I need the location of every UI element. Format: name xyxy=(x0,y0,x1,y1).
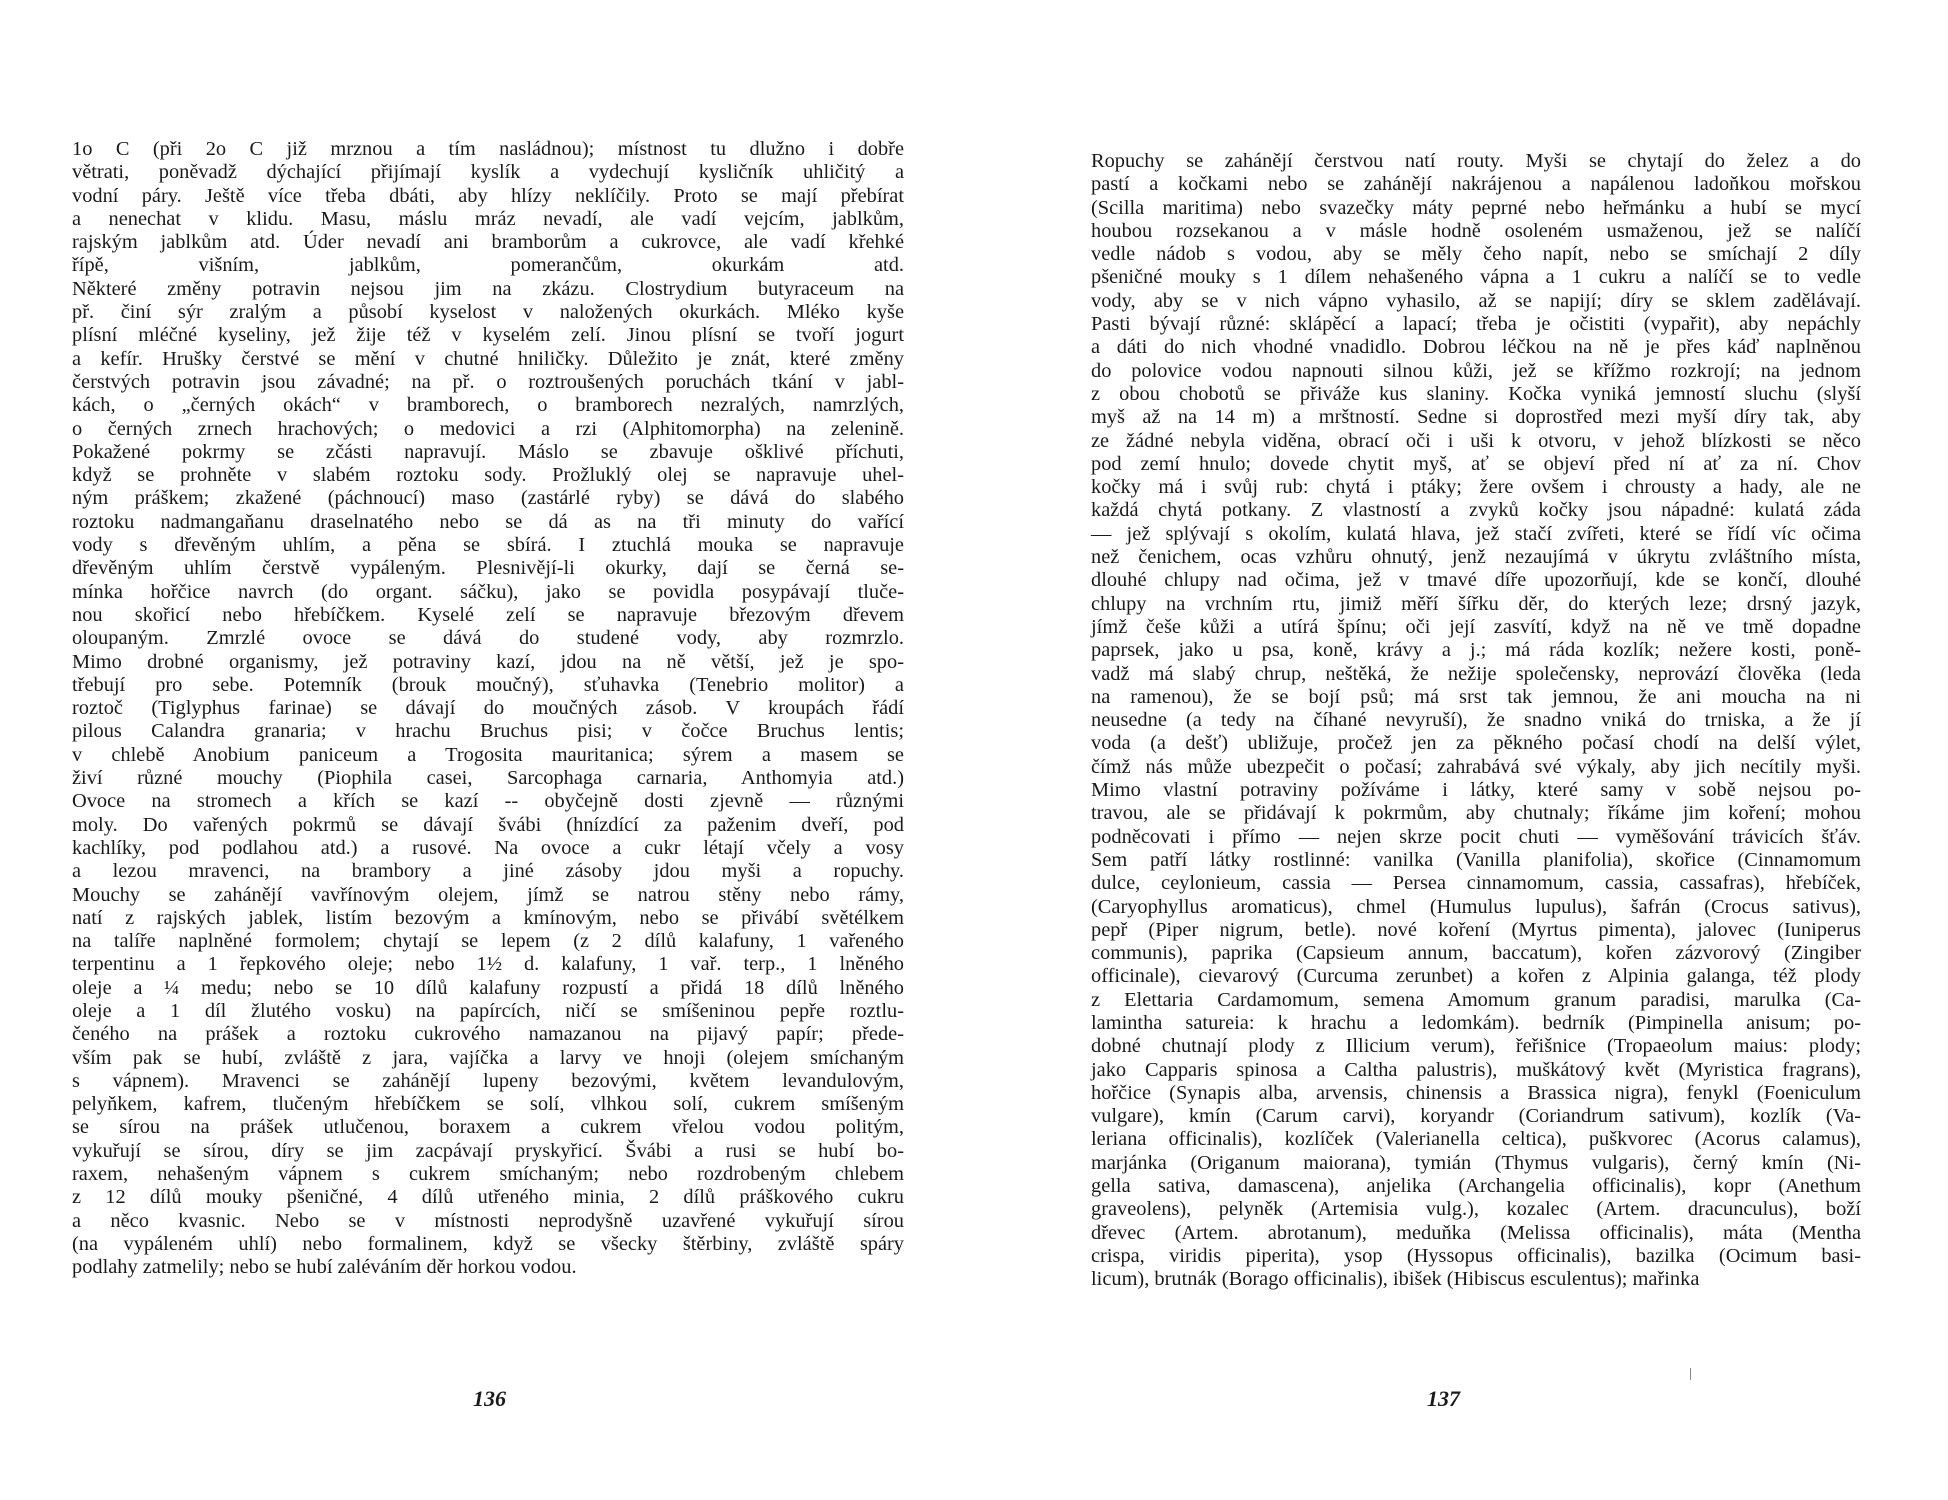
text-line: ze žádné nebyla viděna, obrací oči i uši k otvoru, v jehož blízkosti se něco xyxy=(1091,429,1861,452)
left-page-text xyxy=(72,138,904,1280)
text-line: — jež splývají s okolím, kulatá hlava, jež stačí zvířeti, které se řídí víc očima xyxy=(1091,522,1861,545)
text-line: třebují pro sebe. Potemník (brouk moučný), sťuhavka (Tenebrio molitor) a xyxy=(72,673,904,696)
text-line: vody s dřevěným uhlím, a pěna se sbírá. I ztuchlá mouka se napravuje xyxy=(72,534,904,557)
text-line: leriana officinalis), kozlíček (Valerianella celtica), puškvorec (Acorus calamus), xyxy=(1091,1128,1861,1151)
text-line: Mimo vlastní potraviny požíváme i látky, které samy v sobě nejsou po- xyxy=(1091,779,1861,802)
text-line: podněcovati i přímo — nejen skrze pocit chuti — vyměšování trávicích šťáv. xyxy=(1091,825,1861,848)
text-line: pelyňkem, kafrem, tlučeným hřebíčkem se solí, vlhkou solí, cukrem smíšeným xyxy=(72,1093,904,1116)
text-line: natí z rajských jablek, listím bezovým a kmínovým, nebo se přivábí světélkem xyxy=(72,906,904,929)
text-line: z obou chobotů se přiváže kus slaniny. Kočka vyniká jemností sluchu (slyší xyxy=(1091,382,1861,405)
text-line: pšeničné mouky s 1 dílem nehašeného vápna a 1 cukru a nalíčí se to vedle xyxy=(1091,266,1861,289)
text-line: nou skořicí nebo hřebíčkem. Kyselé zelí se napravuje březovým dřevem xyxy=(72,603,904,626)
text-line: Ovoce na stromech a křích se kazí -- obyčejně dosti zjevně — různými xyxy=(72,790,904,813)
text-line: dřevec (Artem. abrotanum), meduňka (Melissa officinalis), máta (Mentha xyxy=(1091,1221,1861,1244)
text-line: živí různé mouchy (Piophila casei, Sarcophaga carnaria, Anthomyia atd.) xyxy=(72,767,904,790)
text-line: voda (a dešť) ubližuje, pročež jen za pěkného počasí chodí na delší výlet, xyxy=(1091,732,1861,755)
text-line: roztoku nadmangaňanu draselnatého nebo se dá as na tři minuty do vařící xyxy=(72,510,904,533)
text-line: dlouhé chlupy nad očima, jež v tmavé díře upozorňují, kde se končí, dlouhé xyxy=(1091,569,1861,592)
text-line: čímž nás může ubezpečit o počasí; zahrabává své výkaly, aby jich necítily myši. xyxy=(1091,755,1861,778)
text-line: s vápnem). Mravenci se zahánějí lupeny bezovými, květem levandulovým, xyxy=(72,1069,904,1092)
text-line: officinale), cievarový (Curcuma zerunbet) a kořen z Alpinia galanga, též plody xyxy=(1091,965,1861,988)
text-line: čerstvých potravin jsou závadné; na př. o roztroušených poruchách tkání v jabl- xyxy=(72,370,904,393)
text-line: (Scilla maritima) nebo svazečky máty peprné nebo heřmánku a hubí se mycí xyxy=(1091,196,1861,219)
text-line: lamintha satureia: k hrachu a ledomkám). bedrník (Pimpinella anisum; po- xyxy=(1091,1011,1861,1034)
text-line: licum), brutnák (Borago officinalis), ibišek (Hibiscus esculentus); mařinka xyxy=(1091,1268,1700,1291)
text-line: oleje a 1 díl žlutého vosku) na papírcích, ničí se smíšeninou pepře roztlu- xyxy=(72,999,904,1022)
text-line: terpentinu a 1 řepkového oleje; nebo 1½ d. kalafuny, 1 vař. terp., 1 lněného xyxy=(72,953,904,976)
text-line: na talíře naplněné formolem; chytají se lepem (z 2 dílů kalafuny, 1 vařeného xyxy=(72,930,904,953)
text-line: communis), paprika (Capsieum annum, baccatum), kořen zázvorový (Zingiber xyxy=(1091,942,1861,965)
page-number-left: 136 xyxy=(473,1386,506,1411)
text-line: každá chytá potkany. Z vlastností a zvyků kočky jsou nápadné: kulatá záda xyxy=(1091,499,1861,522)
text-line: jímž češe kůži a utírá špínu; oči její zasvítí, když na ně ve tmě dopadne xyxy=(1091,615,1861,638)
text-line: gella sativa, damascena), anjelika (Archangelia officinalis), kopr (Anethum xyxy=(1091,1175,1861,1198)
text-line: (na vypáleném uhlí) nebo formalinem, když se všecky štěrbiny, zvláště spáry xyxy=(72,1232,904,1255)
text-line: Mouchy se zahánějí vavřínovým olejem, jímž se natrou stěny nebo rámy, xyxy=(72,883,904,906)
text-line: pepř (Piper nigrum, betle). nové koření (Myrtus pimenta), jalovec (Iuniperus xyxy=(1091,918,1861,941)
text-line: Některé změny potravin nejsou jim na zkázu. Clostrydium butyraceum na xyxy=(72,277,904,300)
right-page-text xyxy=(1091,150,1861,1292)
text-line: pilous Calandra granaria; v hrachu Bruchus pisi; v čočce Bruchus lentis; xyxy=(72,720,904,743)
text-line: čeného na prášek a roztoku cukrového namazanou na pijavý papír; přede- xyxy=(72,1023,904,1046)
text-line: graveolens), pelyněk (Artemisia vulg.), kozalec (Artem. dracunculus), boží xyxy=(1091,1198,1861,1221)
text-line: z Elettaria Cardamomum, semena Amomum granum paradisi, marulka (Ca- xyxy=(1091,988,1861,1011)
text-line: roztoč (Tiglyphus farinae) se dávají do moučných zásob. V kroupách řádí xyxy=(72,697,904,720)
text-line: 1o C (při 2o C již mrznou a tím nasládnou); místnost tu dlužno i dobře xyxy=(72,138,904,160)
text-line: než čenichem, ocas vzhůru ohnutý, jenž nezaujímá v úkrytu zvláštního místa, xyxy=(1091,546,1861,569)
text-line: př. činí sýr zralým a působí kyselost v naložených okurkách. Mléko kyše xyxy=(72,301,904,324)
text-line: travou, ale se přidávají k pokrmům, aby chutnaly; říkáme jim koření; mohou xyxy=(1091,802,1861,825)
text-line: vodní páry. Ještě více třeba dbáti, aby hlízy neklíčily. Proto se mají přebírat xyxy=(72,184,904,207)
text-line: řípě, višním, jablkům, pomerančům, okurkám atd. xyxy=(72,254,904,277)
text-line: a lezou mravenci, na brambory a jiné zásoby jdou myši a ropuchy. xyxy=(72,860,904,883)
page-number-right: 137 xyxy=(1427,1386,1460,1411)
text-line: vším pak se hubí, zvláště z jara, vajíčka a larvy ve hnoji (olejem smíchaným xyxy=(72,1046,904,1069)
text-line: Pokažené pokrmy se zčásti napravují. Máslo se zbavuje ošklivé příchuti, xyxy=(72,440,904,463)
text-line: dobné chutnají plody z Illicium verum), řeřišnice (Tropaeolum maius: plody; xyxy=(1091,1035,1861,1058)
text-line: vedle nádob s vodou, aby se měly čeho napít, nebo se smíchají 2 díly xyxy=(1091,243,1861,266)
text-line: kách, o „černých okách“ v bramborech, o bramborech nezralých, namrzlých, xyxy=(72,394,904,417)
text-line: hořčice (Synapis alba, arvensis, chinensis a Brassica nigra), fenykl (Foeniculum xyxy=(1091,1081,1861,1104)
text-line: dřevěným uhlím čerstvě vypáleným. Plesnivějí-li okurky, dají se černá se- xyxy=(72,557,904,580)
text-line: Sem patří látky rostlinné: vanilka (Vanilla planifolia), skořice (Cinnamomum xyxy=(1091,848,1861,871)
text-line: dulce, ceylonieum, cassia — Persea cinnamomum, cassia, cassafras), hřebíček, xyxy=(1091,872,1861,895)
text-line: vadž má slabý chrup, neštěká, že nežije společensky, neprovází člověka (leda xyxy=(1091,662,1861,685)
text-line: oloupaným. Zmrzlé ovoce se dává do studené vody, aby rozmrzlo. xyxy=(72,627,904,650)
text-line: a kefír. Hrušky čerstvé se mění v chutné hniličky. Důležito je znát, které změny xyxy=(72,347,904,370)
text-line: (Caryophyllus aromaticus), chmel (Humulus lupulus), šafrán (Crocus sativus), xyxy=(1091,895,1861,918)
text-line: moly. Do vařených pokrmů se dávají švábi (hnízdící za paženim dveří, pod xyxy=(72,813,904,836)
text-line: paprsek, jako u psa, koně, krávy a j.; má ráda kozlík; nežere kosti, poně- xyxy=(1091,639,1861,662)
text-line: vykuřují se sírou, díry se jim zacpávají pryskyřicí. Švábi a rusi se hubí bo- xyxy=(72,1139,904,1162)
text-line: plísní mléčné kyseliny, jež žije též v kyselém zelí. Jinou plísní se tvoří jogurt xyxy=(72,324,904,347)
text-line: vulgare), kmín (Carum carvi), koryandr (Coriandrum sativum), kozlík (Va- xyxy=(1091,1105,1861,1128)
text-line: pastí a kočkami nebo se zahánějí nakrájenou a napálenou ladoňkou mořskou xyxy=(1091,173,1861,196)
text-line: marjánka (Origanum maiorana), tymián (Thymus vulgaris), černý kmín (Ni- xyxy=(1091,1151,1861,1174)
text-line: na ramenou), že se bojí psů; má srst tak jemnou, že ani moucha na ni xyxy=(1091,685,1861,708)
text-line: Ropuchy se zahánějí čerstvou natí routy. Myši se chytají do želez a do xyxy=(1091,150,1861,172)
text-line: raxem, nehašeným vápnem s cukrem smíchaným; nebo rozdrobeným chlebem xyxy=(72,1163,904,1186)
text-line: podlahy zatmelily; nebo se hubí zaléváním děr horkou vodou. xyxy=(72,1256,577,1279)
text-line: ným práškem; zkažené (páchnoucí) maso (zastárlé ryby) se dává do slabého xyxy=(72,487,904,510)
text-line: chlupy na vrchním rtu, jimiž měří šířku děr, do kterých leze; drsný jazyk, xyxy=(1091,592,1861,615)
text-line: a dáti do nich vhodné vnadidlo. Dobrou léčkou na ně je přes káď naplněnou xyxy=(1091,336,1861,359)
text-line: v chlebě Anobium paniceum a Trogosita mauritanica; sýrem a masem se xyxy=(72,743,904,766)
text-line: kočky má i svůj rub: chytá i ptáky; žere ovšem i chrousty a hady, ale ne xyxy=(1091,476,1861,499)
text-line: a nenechat v klidu. Masu, máslu mráz nevadí, ale vadí vejcím, jablkům, xyxy=(72,207,904,230)
text-line: myš až na 14 m) a mrštností. Sedne si doprostřed mezi myší díry tak, aby xyxy=(1091,406,1861,429)
text-line: se sírou na prášek utlučenou, boraxem a cukrem vřelou vodou politým, xyxy=(72,1116,904,1139)
text-line: oleje a ¼ medu; nebo se 10 dílů kalafuny rozpustí a přidá 18 dílů lněného xyxy=(72,976,904,999)
text-line: větrati, poněvadž dýchající přijímají kyslík a vydechují kysličník uhličitý a xyxy=(72,161,904,184)
text-line: neusedne (a tedy na číhané nevyruší), že snadno vniká do trniska, a že jí xyxy=(1091,709,1861,732)
text-line: crispa, viridis piperita), ysop (Hyssopus officinalis), bazilka (Ocimum basi- xyxy=(1091,1244,1861,1267)
text-line: houbou rozsekanou a v másle hodně osoleném usmaženou, jež se nalíčí xyxy=(1091,219,1861,242)
text-line: mínka hořčice navrch (do organt. sáčku), jako se povidla posypávají tluče- xyxy=(72,580,904,603)
text-line: o černých zrnech hrachových; o medovici a rzi (Alphitomorpha) na zelenině. xyxy=(72,417,904,440)
margin-mark xyxy=(1690,1368,1691,1380)
text-line: a něco kvasnic. Nebo se v místnosti neprodyšně uzavřené vykuřují sírou xyxy=(72,1209,904,1232)
text-line: Mimo drobné organismy, jež potraviny kazí, jdou na ně větší, jež je spo- xyxy=(72,650,904,673)
text-line: vody, aby se v nich vápno vyhasilo, až se napijí; díry se sklem zadělávají. xyxy=(1091,289,1861,312)
text-line: kachlíky, pod podlahou atd.) a rusové. Na ovoce a cukr létají včely a vosy xyxy=(72,836,904,859)
text-line: rajským jablkům atd. Úder nevadí ani bramborům a cukrovce, ale vadí křehké xyxy=(72,231,904,254)
text-line: do polovice vodou napnouti silnou kůži, jež se křížmo rozkrojí; na jednom xyxy=(1091,359,1861,382)
text-line: když se prohněte v slabém roztoku sody. Prožluklý olej se napravuje uhel- xyxy=(72,464,904,487)
text-line: pod zemí hnulo; dovede chytit myš, ať se objeví před ní ať za ní. Chov xyxy=(1091,452,1861,475)
right-page xyxy=(974,0,1948,1500)
text-line: jako Capparis spinosa a Caltha palustris), muškátový květ (Myristica fragrans), xyxy=(1091,1058,1861,1081)
text-line: z 12 dílů mouky pšeničné, 4 dílů utřeného minia, 2 dílů práškového cukru xyxy=(72,1186,904,1209)
text-line: Pasti bývají různé: sklápěcí a lapací; třeba je očistiti (vypařit), aby nepáchly xyxy=(1091,313,1861,336)
